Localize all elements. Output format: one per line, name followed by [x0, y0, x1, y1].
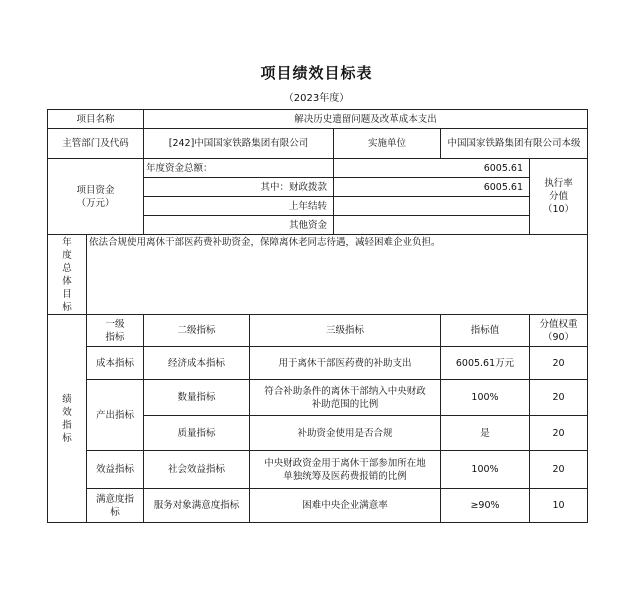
level3-cell: 用于离休干部医药费的补助支出 — [250, 347, 441, 380]
header-level1: 一级 指标 — [87, 315, 144, 347]
level2-cell: 质量指标 — [144, 416, 250, 451]
funds-fiscal-value: 6005.61 — [334, 178, 530, 197]
header-indicator-value: 指标值 — [441, 315, 530, 347]
header-level3: 三级指标 — [250, 315, 441, 347]
impl-unit-label: 实施单位 — [334, 129, 441, 159]
department-row — [48, 129, 588, 159]
impl-unit-value: 中国国家铁路集团有限公司本级 — [441, 129, 588, 159]
page-title: 项目绩效目标表 — [260, 64, 373, 82]
header-level2: 二级指标 — [144, 315, 250, 347]
indicator-value-cell: 100% — [441, 451, 530, 489]
year-subtitle: （2023年度） — [283, 93, 350, 104]
dept-value: [242]中国国家铁路集团有限公司 — [144, 129, 334, 159]
annual-goal-text: 依法合规使用离休干部医药费补助资金，保障离休老同志待遇，减轻困难企业负担。 — [87, 235, 588, 315]
level1-cost: 成本指标 — [87, 347, 144, 380]
level1-benefit: 效益指标 — [87, 451, 144, 489]
funds-total-value: 6005.61 — [334, 159, 530, 178]
funds-label: 项目资金 （万元） — [48, 159, 144, 235]
project-name-value: 解决历史遗留问题及改革成本支出 — [144, 110, 588, 129]
weight-cell: 20 — [530, 380, 588, 416]
annual-goal-row — [48, 235, 588, 315]
level3-cell: 困难中央企业满意率 — [250, 489, 441, 523]
level3-cell: 中央财政资金用于离休干部参加所在地单独统筹及医药费报销的比例 — [250, 451, 441, 489]
funds-other-label: 其他资金 — [144, 216, 334, 235]
funds-total-label: 年度资金总额： — [144, 159, 334, 178]
level2-cell: 数量指标 — [144, 380, 250, 416]
level3-cell: 符合补助条件的离休干部纳入中央财政补助范围的比例 — [250, 380, 441, 416]
indicator-value-cell: ≥90% — [441, 489, 530, 523]
funds-carryover-value — [334, 197, 530, 216]
table-row — [48, 451, 588, 489]
level2-cell: 服务对象满意度指标 — [144, 489, 250, 523]
table-row — [48, 380, 588, 416]
indicator-value-cell: 6005.61万元 — [441, 347, 530, 380]
level2-cell: 社会效益指标 — [144, 451, 250, 489]
execution-rate-score: 执行率 分值 （10） — [530, 159, 588, 235]
header-weight: 分值权重 （90） — [530, 315, 588, 347]
weight-cell: 20 — [530, 451, 588, 489]
indicator-header-row — [48, 315, 588, 347]
annual-goal-label: 年 度 总 体 目 标 — [48, 235, 87, 315]
dept-label: 主管部门及代码 — [48, 129, 144, 159]
level2-cell: 经济成本指标 — [144, 347, 250, 380]
funds-carryover-label: 上年结转 — [144, 197, 334, 216]
weight-cell: 20 — [530, 347, 588, 380]
project-name-row — [48, 110, 588, 129]
weight-cell: 10 — [530, 489, 588, 523]
project-name-label: 项目名称 — [48, 110, 144, 129]
indicator-value-cell: 是 — [441, 416, 530, 451]
performance-table — [47, 109, 588, 523]
level1-output: 产出指标 — [87, 380, 144, 451]
funds-fiscal-label: 其中：财政拨款 — [144, 178, 334, 197]
table-row — [48, 489, 588, 523]
indicators-section-label: 绩 效 指 标 — [48, 315, 87, 523]
funds-row — [48, 159, 588, 178]
weight-cell: 20 — [530, 416, 588, 451]
level3-cell: 补助资金使用是否合规 — [250, 416, 441, 451]
indicator-value-cell: 100% — [441, 380, 530, 416]
funds-other-value — [334, 216, 530, 235]
level1-satisfaction: 满意度指标 — [87, 489, 144, 523]
table-row — [48, 347, 588, 380]
